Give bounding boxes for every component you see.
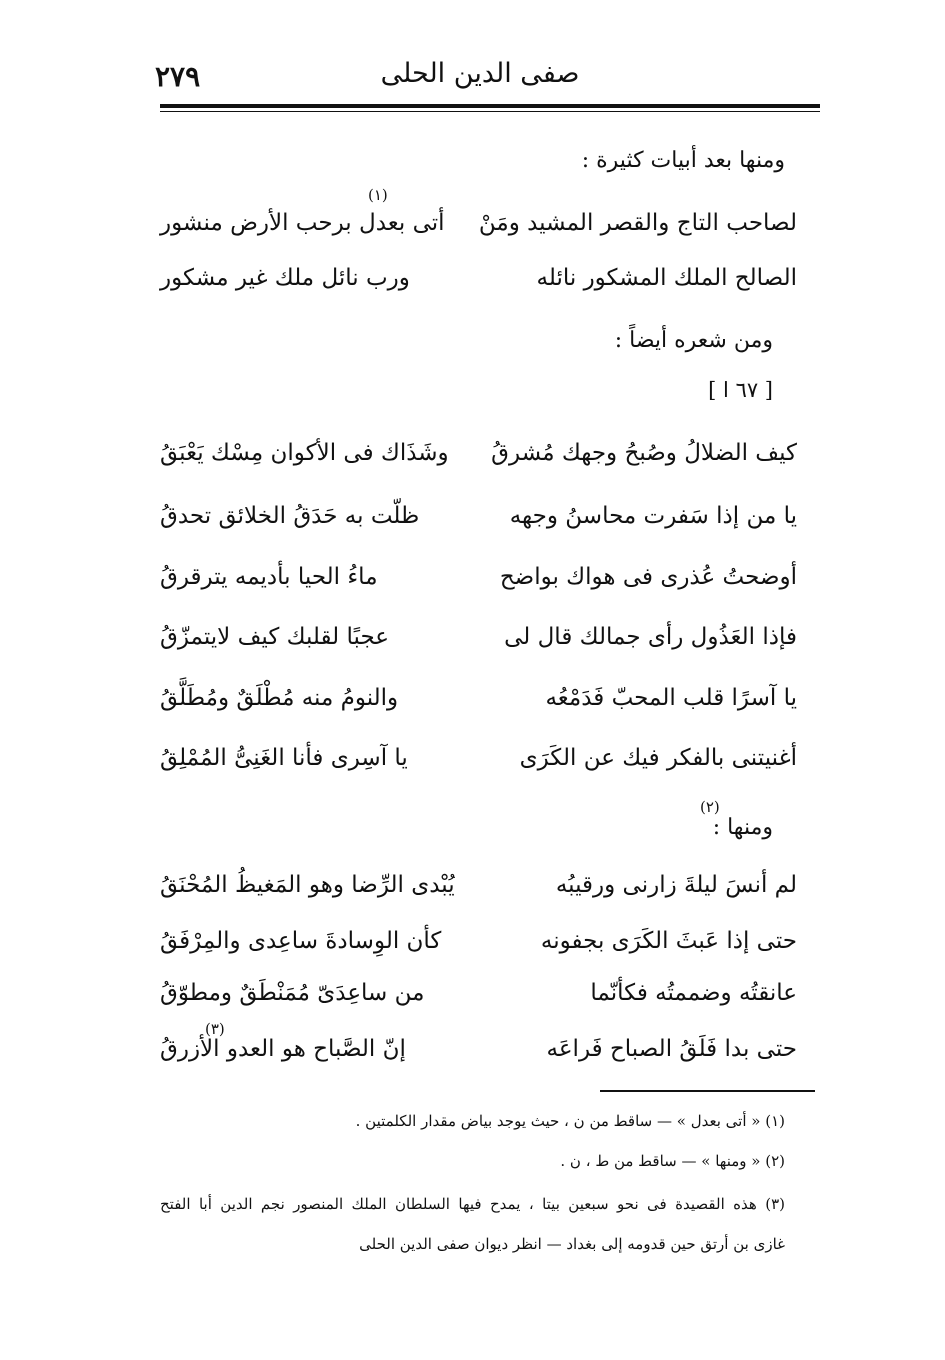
verse-1-2-right: الصالح الملك المشكور نائله (536, 265, 797, 291)
verse-3-1-left: يُبْدى الرِّضا وهو المَغيظُ المُحْنَقُ (160, 872, 455, 898)
verse-2-4-right: فإذا العَذُول رأى جمالك قال لى (504, 624, 797, 650)
verse-2-4-left: عجبًا لقلبك كيف لايتمزّقُ (160, 624, 390, 650)
intro-line-2: ومن شعره أيضاً : (614, 328, 773, 353)
verse-3-2-left: كأن الوِسادةَ ساعِدى والمِرْفَقُ (160, 928, 442, 954)
verse-2-1-right: كيف الضلالُ وصُبحُ وجهك مُشرقُ (491, 440, 797, 466)
verse-2-3-right: أوضحتُ عُذرى فى هواك بواضح (499, 564, 797, 590)
intro-line-1: ومنها بعد أبيات كثيرة : (581, 148, 785, 173)
verse-3-2-right: حتى إذا عَبثَ الكَرَى بجفونه (540, 928, 797, 954)
verse-3-1-right: لم أنسَ ليلةَ زارنى ورقيبُه (555, 872, 797, 898)
footnote-3: (٣) هذه القصيدة فى نحو سبعين بيتا ، يمدح فيها السلطان الملك المنصور نجم الدين أبا الفتح (160, 1195, 785, 1213)
verse-2-6-right: أغنيتنى بالفكر فيك عن الكَرَى (519, 745, 797, 771)
verse-2-3-left: ماءُ الحيا بأديمه يترقرقُ (160, 564, 378, 590)
verse-1-1-left: أتى بعدل برحب الأرض منشور (160, 210, 445, 236)
verse-1-1-right: لصاحب التاج والقصر المشيد ومَنْ (478, 210, 797, 236)
verse-2-6-left: يا آسِرى فأنا الغَنِىُّ المُمْلِقُ (160, 745, 408, 771)
footnote-2: (٢) « ومنها » — ساقط من ط ، ن . (560, 1152, 785, 1170)
verse-2-1-left: وشَذَاك فى الأكوان مِسْك يَعْبَقُ (160, 440, 449, 466)
footnote-marker-3: (٣) (205, 1020, 225, 1038)
verse-3-4-left: إنّ الصَّباح هو العدو الأزرقُ (160, 1036, 406, 1062)
footnote-marker-1: (١) (368, 186, 388, 204)
verse-2-2-left: ظلّت به حَدَقُ الخلائق تحدقُ (160, 503, 420, 529)
verse-2-5-left: والنومُ منه مُطْلَقٌ ومُطَلَّقُ (160, 685, 399, 711)
header-rule (160, 104, 820, 108)
verse-2-2-right: يا من إذا سَفرت محاسنُ وجهه (509, 503, 797, 529)
footnote-3-continued: غازى بن أرتق حين قدومه إلى بغداد — انظر ديوان صفى الدين الحلى (359, 1235, 785, 1253)
footnote-marker-2: (٢) (700, 798, 720, 816)
verse-3-3-right: عانقتُه وضممتُه فكأنّما (590, 980, 797, 1006)
header-rule-thin (160, 111, 820, 112)
manuscript-folio-ref: [ ٦٧ ا ] (708, 378, 773, 402)
verse-2-5-right: يا آسرًا قلب المحبّ فَدَمْعُه (545, 685, 797, 711)
running-header-title: صفى الدين الحلى (380, 58, 580, 89)
verse-3-3-left: من ساعِدَىّ مُمَنْطَقٌ ومطوّقُ (160, 980, 425, 1006)
page-number: ٢٧٩ (155, 60, 201, 93)
footnote-separator (600, 1090, 815, 1092)
footnote-1: (١) « أتى بعدل » — ساقط من ن ، حيث يوجد بياض مقدار الكلمتين . (355, 1112, 785, 1130)
verse-1-2-left: ورب نائل ملك غير مشكور (160, 265, 410, 291)
intro-line-3: ومنها : (712, 815, 773, 840)
verse-3-4-right: حتى بدا فَلَقُ الصباح فَراعَه (546, 1036, 797, 1062)
